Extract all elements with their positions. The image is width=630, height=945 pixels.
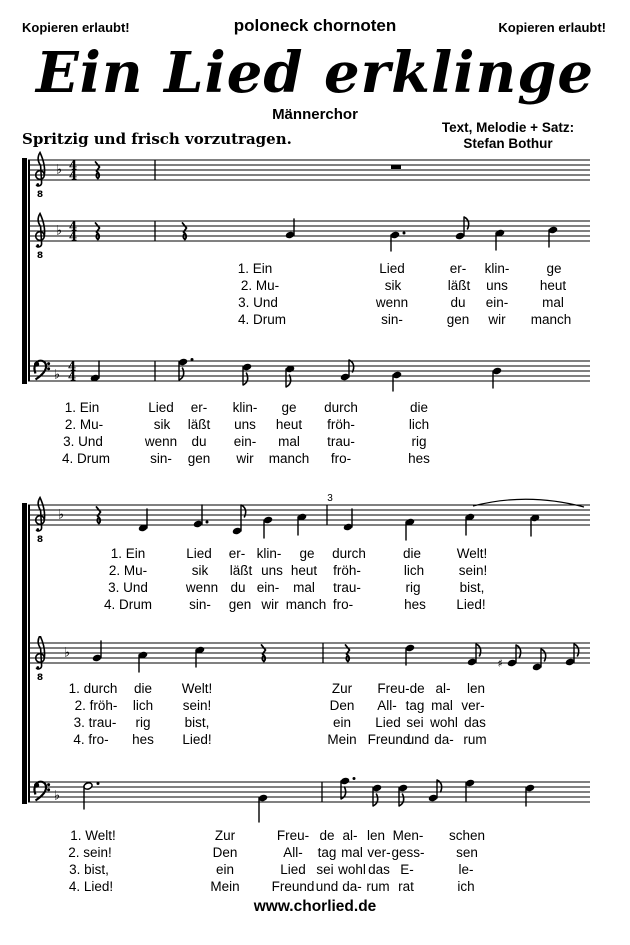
lyric-syllable: gen — [228, 597, 252, 612]
lyric-syllable: gen — [187, 451, 211, 466]
flat-sign: ♭ — [53, 788, 61, 804]
lyric-syllable: gen — [446, 312, 470, 327]
lyric-syllable: Lied — [280, 862, 306, 877]
lyric-syllable: sein! — [182, 698, 212, 713]
lyric-syllable: 4. Lied! — [68, 879, 114, 894]
lyric-syllable: läßt — [187, 417, 211, 432]
lyric-syllable: er- — [449, 261, 467, 276]
lyric-syllable: läßt — [229, 563, 253, 578]
lyric-syllable: Lied — [375, 715, 401, 730]
lyric-syllable: er- — [190, 400, 208, 415]
lyric-syllable: All- — [377, 698, 397, 713]
lyric-syllable: manch — [530, 312, 572, 327]
lyric-syllable: 1. Welt! — [70, 828, 116, 843]
lyric-syllable: ver- — [461, 698, 485, 713]
lyric-syllable: al- — [342, 828, 358, 843]
lyric-syllable: rat — [398, 879, 414, 894]
lyric-syllable: da- — [434, 732, 454, 747]
lyric-syllable: Freund — [367, 732, 411, 747]
lyric-syllable: wenn — [185, 580, 219, 595]
lyric-syllable: 4. fro- — [73, 732, 109, 747]
lyric-syllable: läßt — [447, 278, 471, 293]
lyric-syllable: heut — [290, 563, 318, 578]
flat-sign: ♭ — [53, 367, 61, 383]
lyric-syllable: uns — [234, 417, 256, 432]
credit-name: Stefan Bothur — [463, 136, 553, 151]
lyric-syllable: lich — [132, 698, 154, 713]
lyric-syllable: klin- — [484, 261, 510, 276]
lyric-syllable: die — [133, 681, 153, 696]
lyric-syllable: du — [450, 295, 466, 310]
lyric-syllable: 3. Und — [108, 580, 148, 595]
time-signature-lower: 4 — [68, 168, 78, 183]
lyric-syllable: sin- — [150, 451, 172, 466]
lyric-syllable: fröh- — [327, 417, 355, 432]
lyric-syllable: trau- — [327, 434, 355, 449]
lyric-syllable: Lied — [186, 546, 212, 561]
lyric-syllable: sei — [316, 862, 334, 877]
lyric-syllable: trau- — [333, 580, 361, 595]
lyric-syllable: 4. Drum — [103, 597, 153, 612]
lyric-syllable: Den — [329, 698, 355, 713]
lyric-syllable: 2. fröh- — [74, 698, 118, 713]
copy-permission-left: Kopieren erlaubt! — [22, 20, 130, 35]
lyric-syllable: da- — [342, 879, 362, 894]
lyric-syllable: fro- — [330, 451, 352, 466]
lyric-syllable: lich — [403, 563, 425, 578]
lyric-syllable: die — [409, 400, 429, 415]
octave-8-mark: 8 — [36, 190, 44, 200]
lyric-syllable: Freund — [271, 879, 315, 894]
lyric-syllable: Mein — [327, 732, 357, 747]
lyric-syllable: ein — [332, 715, 352, 730]
lyric-syllable: das — [464, 715, 486, 730]
lyric-syllable: wohl — [430, 715, 458, 730]
flat-sign: ♭ — [57, 507, 65, 523]
lyric-syllable: wir — [236, 451, 254, 466]
lyric-syllable: durch — [324, 400, 358, 415]
lyric-syllable: die — [402, 546, 422, 561]
lyric-syllable: al- — [435, 681, 451, 696]
lyric-syllable: Lied! — [456, 597, 486, 612]
lyric-syllable: Mein — [210, 879, 240, 894]
lyric-syllable: sik — [191, 563, 209, 578]
lyric-syllable: klin- — [256, 546, 282, 561]
lyric-syllable: rum — [463, 732, 487, 747]
lyric-syllable: hes — [404, 597, 426, 612]
lyric-syllable: All- — [283, 845, 303, 860]
ensemble-type: Männerchor — [272, 106, 358, 123]
lyric-syllable: Lied — [148, 400, 174, 415]
lyric-syllable: sei — [406, 715, 424, 730]
lyric-syllable: manch — [285, 597, 327, 612]
lyric-syllable: mal — [278, 434, 300, 449]
lyric-syllable: sik — [384, 278, 402, 293]
credit-label: Text, Melodie + Satz: — [441, 120, 575, 135]
lyric-syllable: du — [191, 434, 207, 449]
measure-number: 3 — [327, 493, 333, 504]
publisher-brand: poloneck chornoten — [233, 16, 397, 35]
lyric-syllable: 1. Ein — [237, 261, 273, 276]
lyric-syllable: durch — [332, 546, 366, 561]
lyric-syllable: ge — [281, 400, 297, 415]
lyric-syllable: klin- — [232, 400, 258, 415]
sharp-sign: ♯ — [497, 657, 503, 670]
lyric-syllable: ver- — [367, 845, 391, 860]
lyric-syllable: ich — [457, 879, 475, 894]
lyric-syllable: Welt! — [181, 681, 213, 696]
lyric-syllable: len — [366, 828, 386, 843]
lyric-syllable: mal — [542, 295, 564, 310]
lyric-syllable: sein! — [458, 563, 488, 578]
song-title: Ein Lied erklinge — [35, 40, 595, 106]
lyric-syllable: ein — [215, 862, 235, 877]
lyric-syllable: gess- — [391, 845, 425, 860]
lyric-syllable: sin- — [189, 597, 211, 612]
lyric-syllable: sik — [153, 417, 171, 432]
lyric-syllable: Zur — [214, 828, 236, 843]
lyric-syllable: du — [230, 580, 246, 595]
lyric-syllable: schen — [448, 828, 486, 843]
lyric-syllable: rig — [405, 580, 421, 595]
lyric-syllable: 3. Und — [63, 434, 103, 449]
lyric-syllable: hes — [408, 451, 430, 466]
lyric-syllable: wenn — [375, 295, 409, 310]
lyric-syllable: rig — [135, 715, 151, 730]
lyric-syllable: 3. trau- — [73, 715, 117, 730]
lyric-syllable: rum — [366, 879, 390, 894]
lyric-syllable: uns — [486, 278, 508, 293]
lyric-syllable: wohl — [338, 862, 366, 877]
lyric-syllable: ge — [546, 261, 562, 276]
flat-sign: ♭ — [55, 162, 63, 178]
lyric-syllable: ein- — [485, 295, 509, 310]
lyric-syllable: heut — [275, 417, 303, 432]
lyric-syllable: Den — [212, 845, 238, 860]
lyric-syllable: Zur — [331, 681, 353, 696]
copy-permission-right: Kopieren erlaubt! — [498, 20, 606, 35]
lyric-syllable: ein- — [233, 434, 257, 449]
lyric-syllable: rig — [411, 434, 427, 449]
lyric-syllable: Freu-de — [377, 681, 425, 696]
lyric-syllable: le- — [458, 862, 474, 877]
lyric-syllable: Lied! — [182, 732, 212, 747]
lyric-syllable: er- — [228, 546, 246, 561]
time-signature-upper: 4 — [67, 359, 77, 374]
lyric-syllable: wenn — [144, 434, 178, 449]
lyric-syllable: heut — [539, 278, 567, 293]
lyric-syllable: 3. bist, — [69, 862, 109, 877]
lyric-syllable: 1. Ein — [64, 400, 100, 415]
lyric-syllable: hes — [132, 732, 154, 747]
lyric-syllable: tag — [317, 845, 337, 860]
lyric-syllable: 2. Mu- — [64, 417, 104, 432]
lyric-syllable: Lied — [379, 261, 405, 276]
lyric-syllable: 2. sein! — [68, 845, 112, 860]
lyric-syllable: ein- — [256, 580, 280, 595]
lyric-syllable: de — [319, 828, 335, 843]
lyric-syllable: uns — [261, 563, 283, 578]
lyric-syllable: sen — [456, 845, 478, 860]
lyric-syllable: 3. Und — [238, 295, 278, 310]
lyric-syllable: 1. Ein — [110, 546, 146, 561]
flat-sign: ♭ — [55, 223, 63, 239]
lyric-syllable: E- — [400, 862, 414, 877]
lyric-syllable: Men- — [392, 828, 424, 843]
lyric-syllable: 4. Drum — [61, 451, 111, 466]
lyric-syllable: bist, — [184, 715, 210, 730]
lyric-syllable: len — [466, 681, 486, 696]
octave-8-mark: 8 — [36, 535, 44, 545]
lyric-syllable: mal — [341, 845, 363, 860]
flat-sign: ♭ — [63, 645, 71, 661]
lyric-syllable: mal — [293, 580, 315, 595]
time-signature-upper: 4 — [68, 219, 78, 234]
lyric-syllable: Freu- — [276, 828, 310, 843]
time-signature-upper: 4 — [68, 158, 78, 173]
lyric-syllable: 4. Drum — [237, 312, 287, 327]
lyric-syllable: tag — [405, 698, 425, 713]
octave-8-mark: 8 — [36, 673, 44, 683]
lyric-syllable: lich — [408, 417, 430, 432]
lyric-syllable: 2. Mu- — [240, 278, 280, 293]
lyric-syllable: manch — [268, 451, 310, 466]
octave-8-mark: 8 — [36, 251, 44, 261]
lyric-syllable: fröh- — [333, 563, 361, 578]
lyric-syllable: wir — [261, 597, 279, 612]
lyric-syllable: wir — [488, 312, 506, 327]
lyric-syllable: fro- — [332, 597, 354, 612]
lyric-syllable: mal — [431, 698, 453, 713]
lyric-syllable: Welt! — [456, 546, 488, 561]
lyric-syllable: sin- — [381, 312, 403, 327]
lyric-syllable: und — [315, 879, 339, 894]
time-signature-lower: 4 — [67, 369, 77, 384]
tempo-marking: Spritzig und frisch vorzutragen. — [22, 130, 292, 148]
website-footer: www.chorlied.de — [253, 898, 377, 915]
lyric-syllable: 2. Mu- — [108, 563, 148, 578]
lyric-syllable: ge — [299, 546, 315, 561]
lyric-syllable: bist, — [459, 580, 485, 595]
time-signature-lower: 4 — [68, 229, 78, 244]
lyric-syllable: 1. durch — [68, 681, 118, 696]
lyric-syllable: und — [406, 732, 430, 747]
lyric-syllable: das — [368, 862, 390, 877]
